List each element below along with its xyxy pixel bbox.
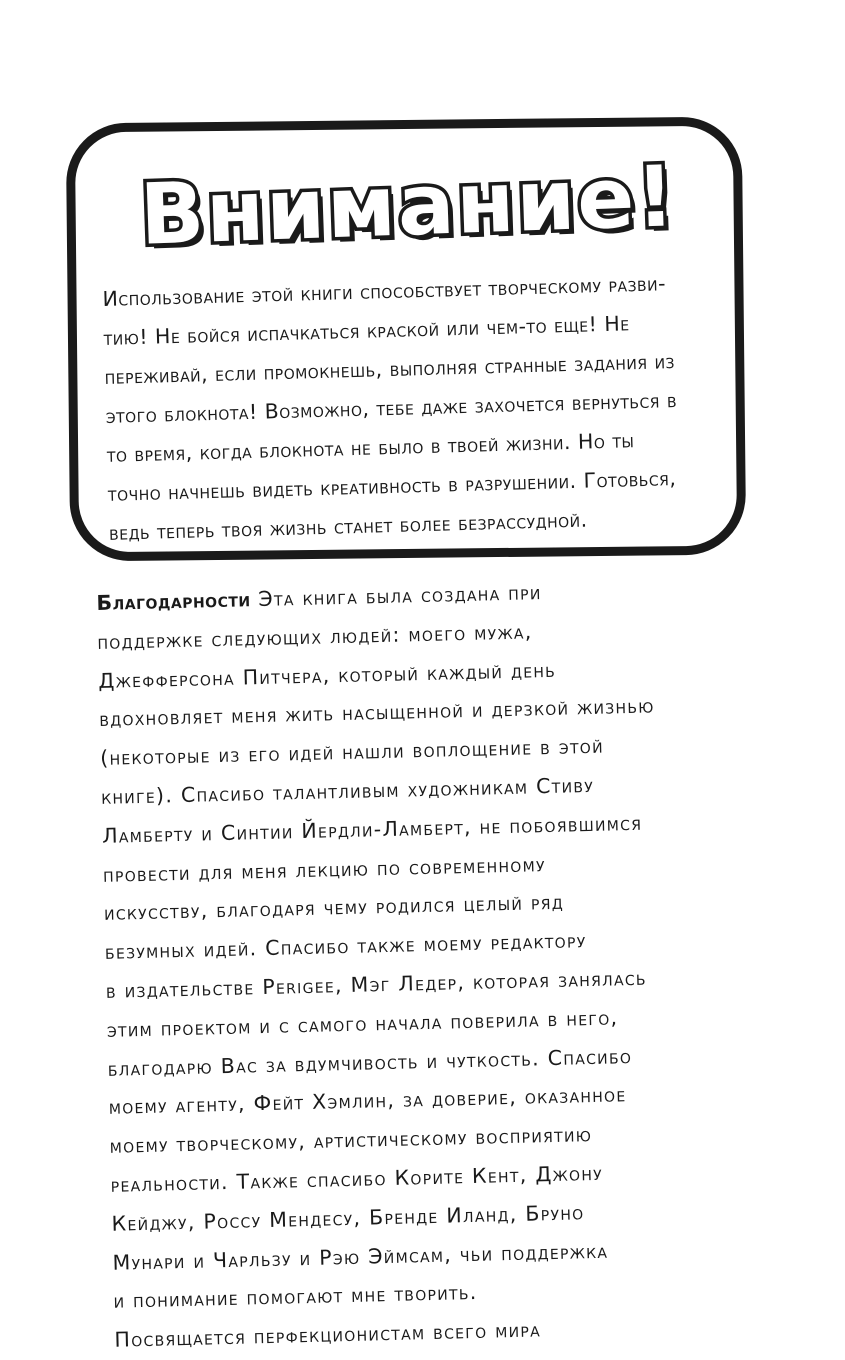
ack-line: Ламберту и Синтии Йердли-Ламберт, не побоявшимся [101, 810, 643, 848]
warning-line: тию! Не бойся испачкаться краской или чем-то еще! Не [103, 311, 630, 350]
ack-line: безумных идей. Спасибо также моему редактору [104, 928, 587, 965]
ack-line: книге). Спасибо талантливым художникам Стиву [100, 772, 595, 809]
ack-first-line-text: Эта книга была создана при [250, 580, 542, 612]
warning-line: переживай, если промокнешь, выполняя странные задания из [104, 349, 676, 389]
ack-line: Джефферсона Питчера, который каждый день [98, 657, 557, 693]
ack-line: искусству, благодаря чему родился целый ряд [103, 890, 565, 926]
acknowledgements [96, 567, 805, 1360]
ack-line: Мунари и Чарльзу и Рэю Эймсам, чьи поддержка [112, 1238, 609, 1275]
warning-line: точно начнешь видеть креативность в разрушении. Готовься, [107, 466, 677, 506]
dedication: Посвящается перфекционистам всего мира [114, 1317, 542, 1352]
ack-heading: Благодарности [96, 587, 251, 615]
ack-line: реальности. Также спасибо Корите Кент, Джону [110, 1160, 604, 1197]
ack-line: в издательстве Perigee, Мэг Ледер, которая занялась [105, 965, 648, 1003]
ack-line: провести для меня лекцию по современному [102, 851, 547, 887]
warning-line: Использование этой книги способствует творческому разви- [102, 271, 667, 311]
warning-title: Внимание! [138, 147, 678, 264]
ack-line: моему творческому, артистическому восприятию [109, 1122, 593, 1158]
ack-line: вдохновляет меня жить насыщенной и дерзкой жизнью [99, 693, 655, 732]
ack-line: моему агенту, Фейт Хэмлин, за доверие, оказанное [108, 1082, 627, 1120]
ack-line: Кейджу, Россу Мендесу, Бренде Иланд, Бруно [111, 1200, 585, 1236]
warning-line: этого блокнота! Возможно, тебе даже захочется вернуться в [105, 387, 678, 428]
warning-text [102, 262, 749, 553]
ack-line: и понимание помогают мне творить. [113, 1280, 478, 1314]
ack-line: этим проектом и с самого начала поверила в него, [106, 1005, 619, 1042]
ack-line: благодарю Вас за вдумчивость и чуткость. Спасибо [107, 1043, 633, 1081]
warning-line: то время, когда блокнота не было в твоей жизни. Но ты [106, 428, 635, 467]
warning-line: ведь теперь твоя жизнь станет более безрассудной. [108, 507, 588, 545]
ack-line: (некоторые из его идей нашли воплощение в этой [99, 733, 605, 771]
ack-line: поддержке следующих людей: моего мужа, [97, 619, 533, 654]
